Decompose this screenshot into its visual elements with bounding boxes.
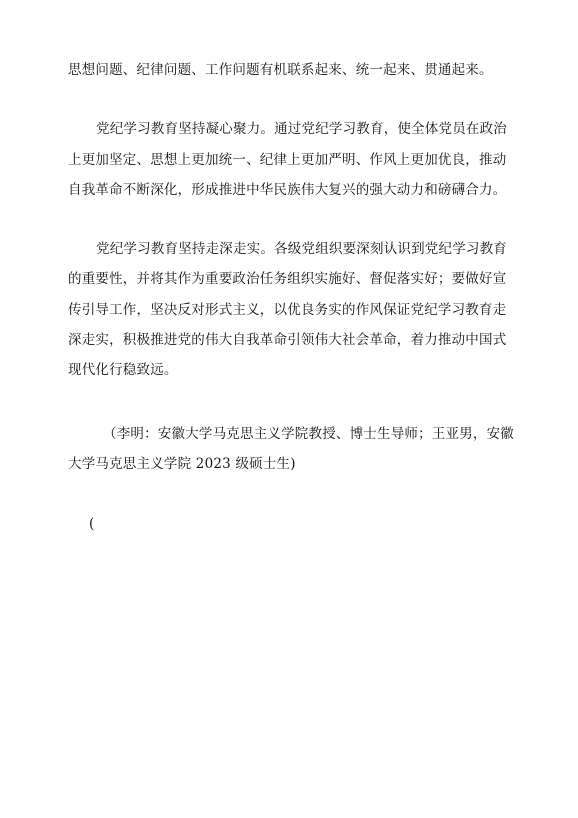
author-note-line-1: （李明：安徽大学马克思主义学院教授、博士生导师；王亚男，安徽 [103,426,514,442]
author-note-line-2: 大学马克思主义学院 2023 级硕士生) [68,456,296,472]
paragraph-2-line-5: 现代化行稳致远。 [68,362,178,378]
paragraph-0-line-1: 思想问题、纪律问题、工作问题有机联系起来、统一起来、贯通起来。 [68,62,493,78]
paragraph-2-line-1: 党纪学习教育坚持走深走实。各级党组织要深刻认识到党纪学习教育 [96,241,507,257]
paragraph-2-line-4: 深走实，积极推进党的伟大自我革命引领伟大社会革命，着力推动中国式 [68,332,507,348]
paragraph-1-line-2: 上更加坚定、思想上更加统一、纪律上更加严明、作风上更加优良，推动 [68,152,507,168]
trailing-parenthesis: ( [89,516,95,532]
paragraph-2-line-2: 的重要性，并将其作为重要政治任务组织实施好、督促落实好；要做好宣 [68,271,507,287]
paragraph-1-line-3: 自我革命不断深化，形成推进中华民族伟大复兴的强大动力和磅礴合力。 [68,182,507,198]
paragraph-1-line-1: 党纪学习教育坚持凝心聚力。通过党纪学习教育，使全体党员在政治 [96,121,507,137]
paragraph-2-line-3: 传引导工作，坚决反对形式主义，以优良务实的作风保证党纪学习教育走 [68,302,507,318]
